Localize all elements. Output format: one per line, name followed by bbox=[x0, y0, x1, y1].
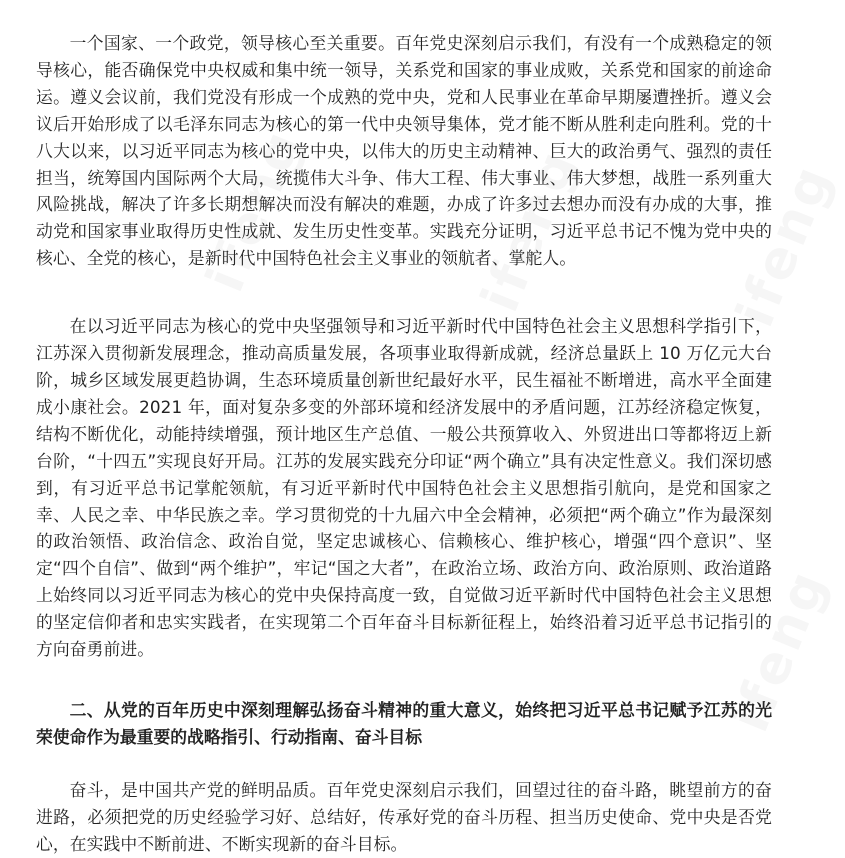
paragraph-struggle-spirit: 奋斗，是中国共产党的鲜明品质。百年党史深刻启示我们，回望过往的奋斗路，眺望前方的奋进路，必须把党的历史经验学习好、总结好，传承好党的奋斗历程、担当历史使命、党中央是否党心，在实践中不断前进、不断实现新的奋斗目标。 bbox=[36, 779, 772, 854]
paragraph-core-leadership: 一个国家、一个政党，领导核心至关重要。百年党史深刻启示我们，有没有一个成熟稳定的领导核心，能否确保党中央权威和集中统一领导，关系党和国家的事业成败，关系党和国家的前途命运。遵义会议前，我们党没有形成一个成熟的党中央，党和人民事业在革命早期屡遭挫折。遵义会议后开始形成了以毛泽东同志为核心的第一代中央领导集体，党才能不断从胜利走向胜利。党的十八大以来，以习近平同志为核心的党中央，以伟大的历史主动精神、巨大的政治勇气、强烈的责任担当，统筹国内国际两个大局，统揽伟大斗争、伟大工程、伟大事业、伟大梦想，战胜一系列重大风险挑战，解决了许多长期想解决而没有解决的难题，办成了许多过去想办而没有办成的大事，推动党和国家事业取得历史性成就、发生历史性变革。实践充分证明，习近平总书记不愧为党中央的核心、全党的核心，是新时代中国特色社会主义事业的领航者、掌舵人。 bbox=[36, 33, 772, 269]
watermark-text: ifeng bbox=[720, 559, 840, 741]
watermark-text: ifeng bbox=[725, 154, 845, 336]
section-heading: 二、从党的百年历史中深刻理解弘扬奋斗精神的重大意义，始终把习近平总书记赋予江苏的光荣使命作为最重要的战略指引、行动指南、奋斗目标 bbox=[36, 699, 772, 747]
paragraph-jiangsu-development: 在以习近平同志为核心的党中央坚强领导和习近平新时代中国特色社会主义思想科学指引下，江苏深入贯彻新发展理念，推动高质量发展，各项事业取得新成就，经济总量跃上 10 万亿元大台阶，城乡区域发展更趋协调，生态环境质量创新世纪最好水平，民生福祉不断增进，高水平全面建成小康社会。2021 年，面对复杂多变的外部环境和经济发展中的矛盾问题，江苏经济稳定恢复，结构不断优化，动能持续增强，预计地区生产总值、一般公共预算收入、外贸进出口等都将迈上新台阶，“十四五”实现良好开局。江苏的发展实践充分印证“两个确立”具有决定性意义。我们深切感到，有习近平总书记掌舵领航，有习近平新时代中国特色社会主义思想指引航向，是党和国家之幸、人民之幸、中华民族之幸。学习贯彻党的十九届六中全会精神，必须把“两个确立”作为最深刻的政治领悟、政治信念、政治自觉，坚定忠诚核心、信赖核心、维护核心，增强“四个意识”、坚定“四个自信”、做到“两个维护”，牢记“国之大者”，在政治立场、政治方向、政治原则、政治道路上始终同以习近平同志为核心的党中央保持高度一致，自觉做习近平新时代中国特色社会主义思想的坚定信仰者和忠实实践者，在实现第二个百年奋斗目标新征程上，始终沿着习近平总书记指引的方向奋勇前进。 bbox=[36, 316, 772, 660]
watermark-text: ifeng bbox=[195, 119, 315, 301]
watermark-text: ifeng bbox=[470, 139, 590, 321]
article-body bbox=[36, 30, 772, 858]
